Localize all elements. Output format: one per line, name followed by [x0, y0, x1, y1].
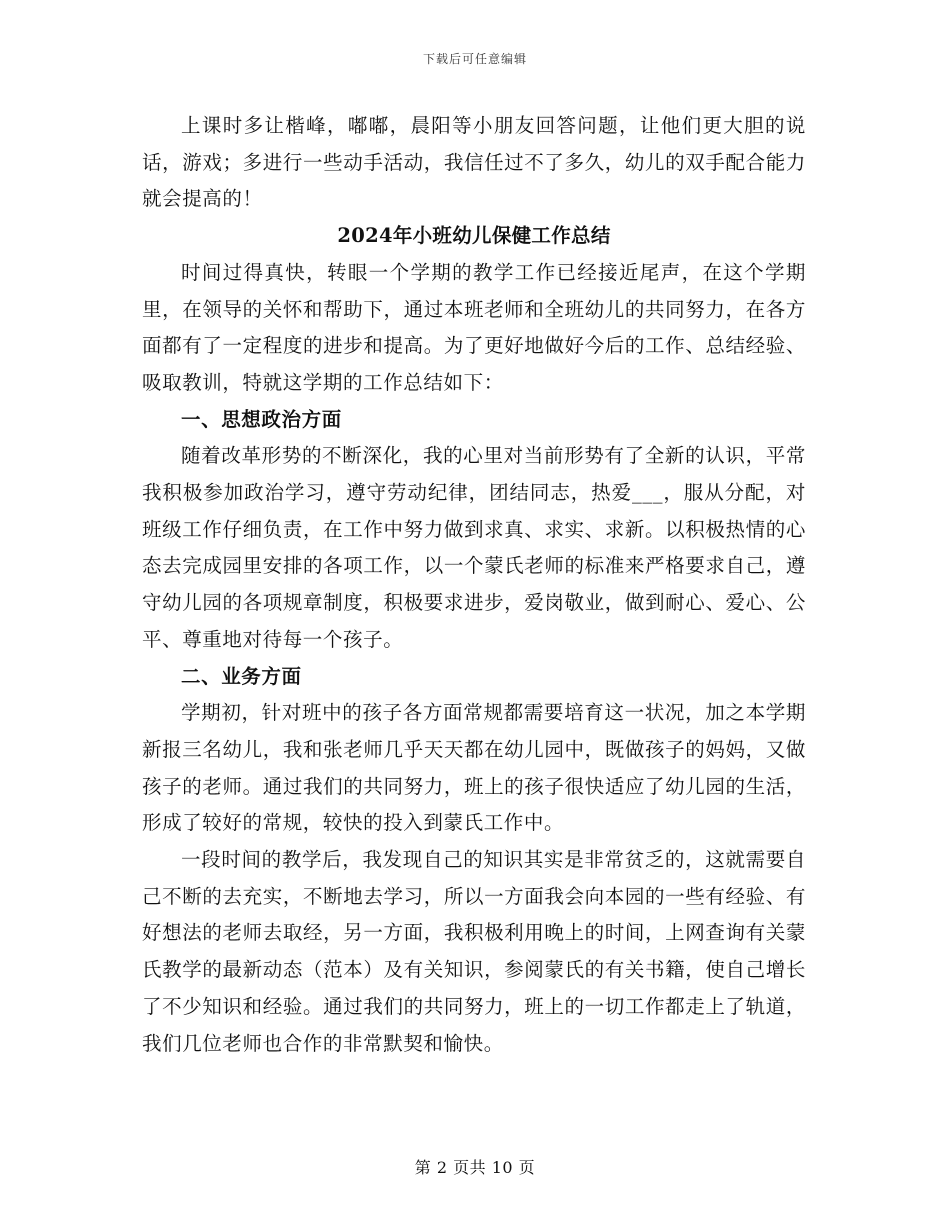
paragraph-political: 随着改革形势的不断深化，我的心里对当前形势有了全新的认识，平常我积极参加政治学习，遵守劳动纪律，团结同志，热爱___，服从分配，对班级工作仔细负责，在工作中努力做到求真、求实、求新。以积极热情的心态去完成园里安排的各项工作，以一个蒙氏老师的标准来严格要求自己，遵守幼儿园的各项规章制度，积极要求进步，爱岗敬业，做到耐心、爱心、公平、尊重地对待每一个孩子。	[142, 444, 806, 651]
document-body	[142, 108, 806, 1062]
heading-business: 二、业务方面	[181, 664, 302, 688]
page-number: 第 2 页共 10 页	[414, 1158, 536, 1177]
opening-paragraph: 时间过得真快，转眼一个学期的教学工作已经接近尾声，在这个学期里，在领导的关怀和帮助下，通过本班老师和全班幼儿的共同努力，在各方面都有了一定程度的进步和提高。为了更好地做好今后的工作、总结经验、吸取教训，特就这学期的工作总结如下：	[142, 260, 806, 394]
heading-political: 一、思想政治方面	[181, 407, 342, 431]
paragraph-business-1: 学期初，针对班中的孩子各方面常规都需要培育这一状况，加之本学期新报三名幼儿，我和张老师几乎天天都在幼儿园中，既做孩子的妈妈，又做孩子的老师。通过我们的共同努力，班上的孩子很快适应了幼儿园的生活，形成了较好的常规，较快的投入到蒙氏工作中。	[142, 701, 806, 835]
page-header-note: 下载后可任意编辑	[422, 52, 527, 66]
intro-paragraph: 上课时多让楷峰，嘟嘟，晨阳等小朋友回答问题，让他们更大胆的说话，游戏；多进行一些动手活动，我信任过不了多久，幼儿的双手配合能力就会提高的！	[142, 114, 806, 211]
section-title: 2024年小班幼儿保健工作总结	[337, 224, 611, 248]
paragraph-business-2: 一段时间的教学后，我发现自己的知识其实是非常贫乏的，这就需要自己不断的去充实，不断地去学习，所以一方面我会向本园的一些有经验、有好想法的老师去取经，另一方面，我积极利用晚上的时间，上网查询有关蒙氏教学的最新动态（范本）及有关知识，参阅蒙氏的有关书籍，使自己增长了不少知识和经验。通过我们的共同努力，班上的一切工作都走上了轨道，我们几位老师也合作的非常默契和愉快。	[142, 848, 806, 1055]
